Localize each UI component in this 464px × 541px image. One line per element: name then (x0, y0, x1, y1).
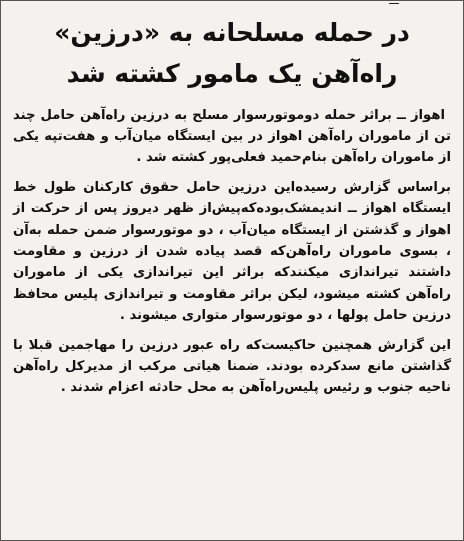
paragraph-3: این گزارش همچنین حاکیست‌که راه عبور درزین را مهاجمین قبلا با گذاشتن مانع سدکرده بودند. ضمنا هیاتی مرکب از مدیرکل راه‌آهن ناحیه جنوب و رئیس پلیس‌راه‌آهن به محل حادثه اعزام شدند . (13, 337, 451, 396)
paragraph-1-text: براثر حمله دوموتورسوار مسلح به درزین راه‌آهن حامل چند تن از ماموران راه‌آهن اهواز در بین ایستگاه میان‌آب و هفت‌تپه یکی از ماموران راه‌آهن بنام‌حمید فعلی‌پور کشته شد . (13, 107, 451, 166)
paragraph-1 (13, 105, 451, 169)
paragraph-2: براساس گزارش رسیده‌این درزین حامل حقوق کارکنان طول خط ایستگاه اهواز ــ اندیمشک‌بوده‌که‌پیش‌از ظهر دیروز پس از حرکت از اهواز و گذشتن از ایستگاه میان‌آب ، دو موتورسوار ضمن حمله به‌آن ، بسوی ماموران راه‌آهن‌که قصد پیاده شدن از درزین و مقاومت داشتند تیراندازی میکنندکه براثر این تیراندازی یکی از ماموران راه‌آهن کشته میشود، لیکن براثر مقاومت و تیراندازی پلیس محافظ درزین حامل پولها ، دو موتورسوار متواری میشوند . (13, 179, 451, 324)
scan-mark (389, 3, 399, 4)
headline-line-1: در حمله مسلحانه به «درزین» (54, 18, 410, 47)
headline-line-2: راه‌آهن یک مامور کشته شد (66, 58, 398, 88)
dateline: اهواز ــ (396, 107, 445, 123)
article-body (13, 105, 451, 399)
